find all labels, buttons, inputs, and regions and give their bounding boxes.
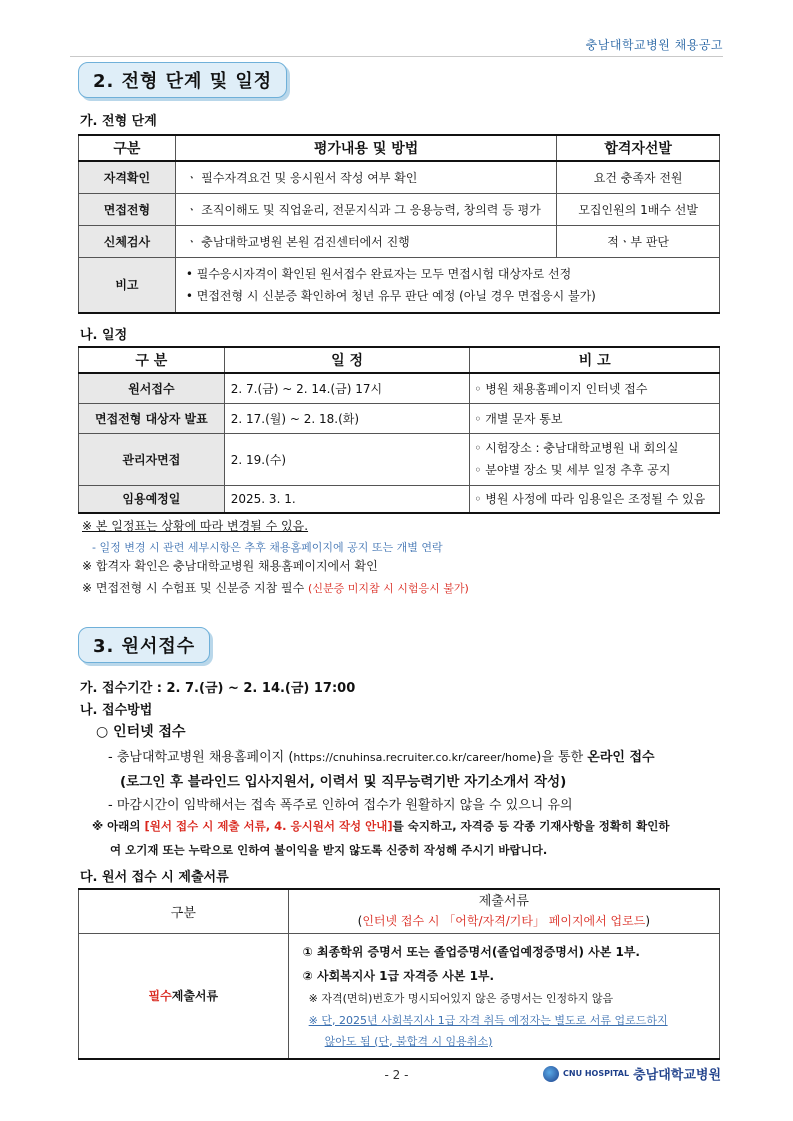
stage-row-content: ㆍ 충남대학교병원 본원 검진센터에서 진행 <box>175 225 556 257</box>
docs-sub-red: 인터넷 접수 시 「어학/자격/기타」 페이지에서 업로드 <box>362 914 646 929</box>
schedule-row-label: 임용예정일 <box>79 485 225 513</box>
warning-post: 를 숙지하고, 자격증 등 각종 기재사항을 정확히 확인하 <box>392 819 670 833</box>
stage-header-content: 평가내용 및 방법 <box>175 135 556 161</box>
docs-required-rest: 제출서류 <box>171 989 219 1003</box>
stage-row-result: 요건 충족자 전원 <box>557 161 720 193</box>
section-3-title: 3. 원서접수 <box>78 627 210 663</box>
stage-row-result: 모집인원의 1배수 선발 <box>557 193 720 225</box>
docs-table <box>78 888 720 1060</box>
stage-remarks <box>175 257 719 313</box>
schedule-note-3-main: ※ 면접전형 시 수험표 및 신분증 지참 필수 <box>82 581 309 595</box>
method-line-1-pre: - 충남대학교병원 채용홈페이지 ( <box>108 750 294 765</box>
schedule-row-note: ◦ 병원 사정에 따라 임용일은 조정될 수 있음 <box>470 485 720 513</box>
docs-header-docs <box>288 889 719 933</box>
header-divider <box>70 56 723 57</box>
stage-header-result: 합격자선발 <box>557 135 720 161</box>
logo-text: 충남대학교병원 <box>633 1068 721 1083</box>
method-line-2: (로그인 후 블라인드 입사지원서, 이력서 및 직무능력기반 자기소개서 작성) <box>120 774 567 790</box>
table-row <box>79 433 720 485</box>
schedule-row-label: 원서접수 <box>79 373 225 403</box>
docs-item-2: ② 사회복지사 1급 자격증 사본 1부. <box>302 968 495 983</box>
table-row <box>79 485 720 513</box>
docs-item-1: ① 최종학위 증명서 또는 졸업증명서(졸업예정증명서) 사본 1부. <box>302 944 640 959</box>
docs-required-label <box>79 933 289 1059</box>
schedule-header-remark: 비 고 <box>470 347 720 373</box>
schedule-row-date: 2025. 3. 1. <box>224 485 470 513</box>
docs-sub-post: ) <box>645 914 651 929</box>
table-row <box>79 403 720 433</box>
table-row <box>79 193 720 225</box>
schedule-row-label: 면접전형 대상자 발표 <box>79 403 225 433</box>
warning-line-2: 여 오기재 또는 누락으로 인하여 불이익을 받지 않도록 신중히 작성해 주시기 바랍니다. <box>110 843 548 857</box>
schedule-row-label: 관리자면접 <box>79 433 225 485</box>
schedule-table <box>78 346 720 514</box>
method-line-1-post: )을 통한 <box>536 750 588 765</box>
table-row <box>79 933 720 1059</box>
section-2-title: 2. 전형 단계 및 일정 <box>78 62 287 98</box>
table-row <box>79 225 720 257</box>
stage-header-category: 구분 <box>79 135 176 161</box>
table-row <box>79 373 720 403</box>
docs-note-1: ※ 자격(면허)번호가 명시되어있지 않은 증명서는 인정하지 않음 <box>308 991 614 1005</box>
schedule-note-line: ◦ 분야별 장소 및 세부 일정 추후 공지 <box>474 463 671 477</box>
stage-subtitle: 가. 전형 단계 <box>80 114 157 129</box>
stage-table <box>78 134 720 314</box>
schedule-row-note: ◦ 개별 문자 통보 <box>470 403 720 433</box>
recruit-url-link[interactable]: https://cnuhinsa.recruiter.co.kr/career/home <box>293 751 537 764</box>
docs-sub-pre: ( <box>357 914 363 929</box>
docs-header-category: 구분 <box>79 889 289 933</box>
remark-line: • 필수응시자격이 확인된 원서접수 완료자는 모두 면접시험 대상자로 선정 <box>185 266 572 281</box>
header-title: 충남대학교병원 채용공고 <box>585 38 723 52</box>
stage-remark-label: 비고 <box>79 257 176 313</box>
stage-row-content: ㆍ 필수자격요건 및 응시원서 작성 여부 확인 <box>175 161 556 193</box>
logo-mark: CNU HOSPITAL <box>563 1068 630 1078</box>
schedule-row-date: 2. 17.(월) ~ 2. 18.(화) <box>224 403 470 433</box>
docs-header-title: 제출서류 <box>478 894 529 910</box>
hospital-logo <box>543 1064 721 1083</box>
method-line-1-bold: 온라인 접수 <box>587 750 655 765</box>
docs-title: 다. 원서 접수 시 제출서류 <box>80 870 229 885</box>
table-row <box>79 257 720 313</box>
schedule-row-notes <box>470 433 720 485</box>
docs-header-sub <box>289 912 719 930</box>
schedule-header-category: 구 분 <box>79 347 225 373</box>
schedule-note-2: ※ 합격자 확인은 충남대학교병원 채용홈페이지에서 확인 <box>82 559 378 573</box>
schedule-note-3-warning: (신분증 미지참 시 시험응시 불가) <box>308 582 469 595</box>
warning-red: [원서 접수 시 제출 서류, 4. 응시원서 작성 안내] <box>144 819 393 833</box>
stage-row-content: ㆍ 조직이해도 및 직업윤리, 전문지식과 그 응용능력, 창의력 등 평가 <box>175 193 556 225</box>
remark-line: • 면접전형 시 신분증 확인하여 청년 유무 판단 예정 (아닐 경우 면접응시 불가) <box>185 288 596 303</box>
table-row <box>79 161 720 193</box>
method-line-1 <box>108 746 655 765</box>
stage-row-label: 면접전형 <box>79 193 176 225</box>
schedule-note-3 <box>82 579 469 596</box>
stage-row-label: 신체검사 <box>79 225 176 257</box>
docs-note-2a: ※ 단, 2025년 사회복지사 1급 자격 취득 예정자는 별도로 서류 업로드하지 <box>308 1013 668 1027</box>
page-number: - 2 - <box>384 1068 409 1082</box>
internet-title: ○ 인터넷 접수 <box>96 724 186 740</box>
warning-pre: ※ 아래의 <box>92 819 145 833</box>
table-row <box>79 889 720 933</box>
method-line-3: - 마감시간이 임박해서는 접속 폭주로 인하여 접수가 원활하지 않을 수 있으니 유의 <box>108 798 573 813</box>
schedule-row-note: ◦ 병원 채용홈페이지 인터넷 접수 <box>470 373 720 403</box>
application-period: 가. 접수기간 : 2. 7.(금) ~ 2. 14.(금) 17:00 <box>80 681 356 696</box>
schedule-row-date: 2. 7.(금) ~ 2. 14.(금) 17시 <box>224 373 470 403</box>
docs-required-red: 필수 <box>148 989 172 1003</box>
docs-note-2b: 않아도 됨 (단, 불합격 시 임용취소) <box>324 1034 493 1048</box>
schedule-note-1: ※ 본 일정표는 상황에 따라 변경될 수 있음. <box>82 519 309 533</box>
schedule-note-1-sub: - 일정 변경 시 관련 세부시항은 추후 채용홈페이지에 공지 또는 개별 연락 <box>92 541 443 554</box>
docs-required-items <box>288 933 719 1059</box>
stage-row-label: 자격확인 <box>79 161 176 193</box>
stage-row-result: 적ㆍ부 판단 <box>557 225 720 257</box>
globe-icon <box>543 1066 559 1082</box>
warning-line-1 <box>92 818 669 834</box>
method-title: 나. 접수방법 <box>80 703 153 718</box>
schedule-subtitle: 나. 일정 <box>80 328 128 343</box>
schedule-row-date: 2. 19.(수) <box>224 433 470 485</box>
schedule-header-date: 일 정 <box>224 347 470 373</box>
schedule-note-line: ◦ 시험장소 : 충남대학교병원 내 회의실 <box>474 441 679 455</box>
